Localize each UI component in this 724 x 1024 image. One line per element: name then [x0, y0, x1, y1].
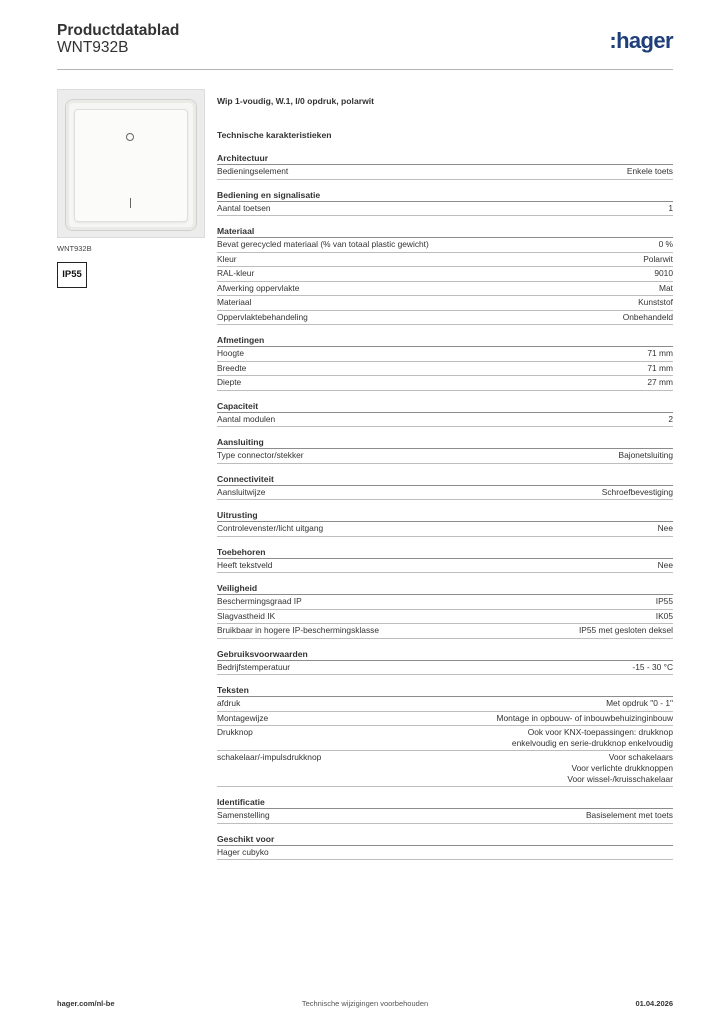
- spec-value: [298, 166, 673, 177]
- spec-label: Diepte: [217, 377, 242, 387]
- spec-row: [217, 296, 673, 311]
- spec-section: [217, 225, 673, 325]
- spec-value: [314, 450, 673, 461]
- spec-label: Beschermingsgraad IP: [217, 596, 302, 606]
- spec-value: [285, 414, 673, 425]
- spec-row: [217, 697, 673, 712]
- spec-label: RAL-kleur: [217, 268, 255, 278]
- spec-value-line: Met opdruk "0 - 1": [606, 698, 673, 708]
- spec-value-line: Onbehandeld: [622, 311, 673, 322]
- section-title: Gebruiksvoorwaarden: [217, 648, 673, 661]
- spec-value-line: 0 %: [658, 239, 673, 249]
- spec-label: Type connector/stekker: [217, 450, 304, 460]
- spec-value-line: Schroefbevestiging: [601, 486, 673, 497]
- spec-row: [217, 809, 673, 824]
- spec-sections: [217, 152, 673, 860]
- spec-value: [285, 611, 673, 622]
- spec-section: [217, 334, 673, 391]
- section-title: Geschikt voor: [217, 833, 673, 846]
- spec-row: [217, 347, 673, 362]
- section-title: Connectiviteit: [217, 473, 673, 486]
- spec-row: [217, 712, 673, 727]
- spec-label: Kleur: [217, 253, 237, 264]
- switch-frame: [66, 100, 196, 230]
- spec-value-line: 71 mm: [647, 348, 673, 358]
- spec-value-line: IK05: [655, 610, 673, 621]
- spec-row: [217, 311, 673, 326]
- hager-logo: :hager: [609, 28, 673, 53]
- spec-label: Materiaal: [217, 297, 252, 307]
- spec-value: [247, 254, 673, 265]
- off-symbol-icon: [126, 133, 134, 141]
- spec-value-line: Mat: [659, 282, 673, 293]
- spec-label: Oppervlaktebehandeling: [217, 311, 308, 322]
- spec-value-line: 9010: [654, 268, 673, 278]
- spec-label: Slagvastheid IK: [217, 610, 276, 621]
- spec-value-line: Basiselement met toets: [585, 810, 673, 820]
- spec-value: [275, 487, 673, 498]
- spec-value-line: 27 mm: [647, 377, 673, 387]
- spec-label: schakelaar/-impulsdrukknop: [217, 752, 322, 762]
- spec-value: [280, 810, 673, 821]
- spec-value: [250, 698, 673, 709]
- footer-date: 01.04.2026: [635, 999, 673, 1008]
- spec-value-line: IP55 met gesloten deksel: [578, 625, 673, 635]
- tech-heading: Technische karakteristieken: [217, 130, 332, 140]
- spec-value: [309, 283, 673, 294]
- spec-value: [278, 713, 673, 724]
- section-title: Uitrusting: [217, 509, 673, 522]
- spec-value-line: Nee: [657, 523, 673, 533]
- spec-row: [217, 165, 673, 180]
- section-title: Materiaal: [217, 225, 673, 238]
- spec-label: Heeft tekstveld: [217, 559, 273, 570]
- spec-row: [217, 413, 673, 428]
- spec-content: [217, 96, 673, 869]
- spec-value-line: Bajonetsluiting: [618, 450, 673, 460]
- spec-value-line: 2: [668, 413, 673, 424]
- spec-section: [217, 648, 673, 676]
- spec-row: [217, 238, 673, 253]
- spec-label: Bedieningselement: [217, 166, 289, 176]
- spec-value-line: 71 mm: [647, 362, 673, 373]
- section-title: Veiligheid: [217, 582, 673, 595]
- section-title: Afmetingen: [217, 334, 673, 347]
- spec-section: [217, 436, 673, 464]
- document-title: Productdatablad: [57, 22, 180, 39]
- spec-value: [264, 268, 673, 279]
- section-title: Bediening en signalisatie: [217, 189, 673, 202]
- section-title: Teksten: [217, 684, 673, 697]
- spec-value: [254, 348, 673, 359]
- spec-value-line: Enkele toets: [626, 166, 673, 176]
- spec-label: Montagewijze: [217, 712, 269, 723]
- spec-section: [217, 509, 673, 537]
- spec-value-line: Montage in opbouw- of inbouwbehuizinginbouw: [496, 712, 673, 723]
- product-description: Wip 1-voudig, W.1, I/0 opdruk, polarwit: [217, 96, 375, 106]
- spec-row: [217, 522, 673, 537]
- spec-value-line: enkelvoudig en serie-drukknop enkelvoudig: [511, 738, 673, 748]
- spec-value: [281, 203, 673, 214]
- spec-label: afdruk: [217, 698, 241, 708]
- spec-label: Hoogte: [217, 348, 245, 358]
- page-header: [57, 22, 673, 70]
- footer-website: hager.com/nl-be: [57, 999, 115, 1008]
- spec-label: Controlevenster/licht uitgang: [217, 523, 324, 533]
- spec-value-line: 1: [668, 202, 673, 213]
- image-caption: WNT932B: [57, 244, 92, 253]
- spec-value-line: -15 - 30 °C: [632, 661, 673, 672]
- spec-section: [217, 473, 673, 501]
- spec-section: [217, 833, 673, 861]
- spec-section: [217, 400, 673, 428]
- spec-label: Bruikbaar in hogere IP-beschermingsklasse: [217, 625, 379, 635]
- spec-value-line: Nee: [657, 559, 673, 570]
- spec-label: Afwerking oppervlakte: [217, 282, 300, 293]
- spec-value: [318, 312, 673, 323]
- spec-value: [300, 662, 673, 673]
- product-image: [57, 89, 205, 238]
- spec-value: [389, 625, 673, 636]
- spec-row: [217, 486, 673, 501]
- spec-row: [217, 751, 673, 787]
- spec-row: [217, 661, 673, 676]
- ip-rating-badge: IP55: [57, 262, 87, 288]
- spec-label: Aansluitwijze: [217, 486, 266, 497]
- spec-value: [282, 560, 673, 571]
- spec-row: [217, 595, 673, 610]
- spec-row: [217, 624, 673, 639]
- spec-label: Aantal modulen: [217, 413, 276, 424]
- spec-row: [217, 282, 673, 297]
- spec-row: [217, 449, 673, 464]
- section-title: Toebehoren: [217, 546, 673, 559]
- spec-value: [261, 297, 673, 308]
- spec-value-line: IP55: [655, 596, 673, 606]
- spec-value: [439, 239, 673, 250]
- spec-row: [217, 846, 673, 861]
- spec-section: [217, 582, 673, 639]
- spec-label: Aantal toetsen: [217, 202, 271, 213]
- spec-value: [312, 596, 673, 607]
- spec-row: [217, 267, 673, 282]
- spec-row: [217, 559, 673, 574]
- spec-row: [217, 376, 673, 391]
- footer-disclaimer: Technische wijzigingen voorbehouden: [301, 999, 429, 1008]
- spec-value-line: Kunststof: [638, 297, 673, 307]
- spec-row: [217, 726, 673, 751]
- spec-value-line: Voor schakelaars: [608, 752, 673, 762]
- spec-label: Bevat gerecycled materiaal (% van totaal plastic gewicht): [217, 239, 429, 249]
- spec-value-line: Ook voor KNX-toepassingen: drukknop: [527, 727, 673, 737]
- section-title: Aansluiting: [217, 436, 673, 449]
- switch-rocker: [75, 110, 187, 221]
- product-code: WNT932B: [57, 39, 129, 56]
- spec-row: [217, 253, 673, 268]
- spec-label: Bedrijfstemperatuur: [217, 661, 291, 672]
- section-title: Capaciteit: [217, 400, 673, 413]
- spec-value: [333, 523, 673, 534]
- spec-value: [331, 752, 673, 785]
- section-title: Architectuur: [217, 152, 673, 165]
- spec-value-line: Polarwit: [643, 253, 673, 264]
- spec-row: [217, 202, 673, 217]
- spec-section: [217, 152, 673, 180]
- spec-value-line: Voor verlichte drukknoppen: [571, 763, 673, 773]
- spec-label: Samenstelling: [217, 810, 270, 820]
- spec-row: [217, 362, 673, 377]
- spec-value: [263, 727, 673, 749]
- spec-section: [217, 546, 673, 574]
- spec-value: [251, 377, 673, 388]
- section-title: Identificatie: [217, 796, 673, 809]
- spec-label: Breedte: [217, 362, 247, 373]
- spec-section: [217, 796, 673, 824]
- spec-value-line: Voor wissel-/kruisschakelaar: [567, 774, 673, 784]
- spec-section: [217, 189, 673, 217]
- spec-label: Hager cubyko: [217, 846, 269, 857]
- on-symbol-icon: [130, 198, 131, 208]
- spec-value: [256, 363, 673, 374]
- spec-label: Drukknop: [217, 727, 253, 737]
- spec-row: [217, 610, 673, 625]
- spec-section: [217, 684, 673, 787]
